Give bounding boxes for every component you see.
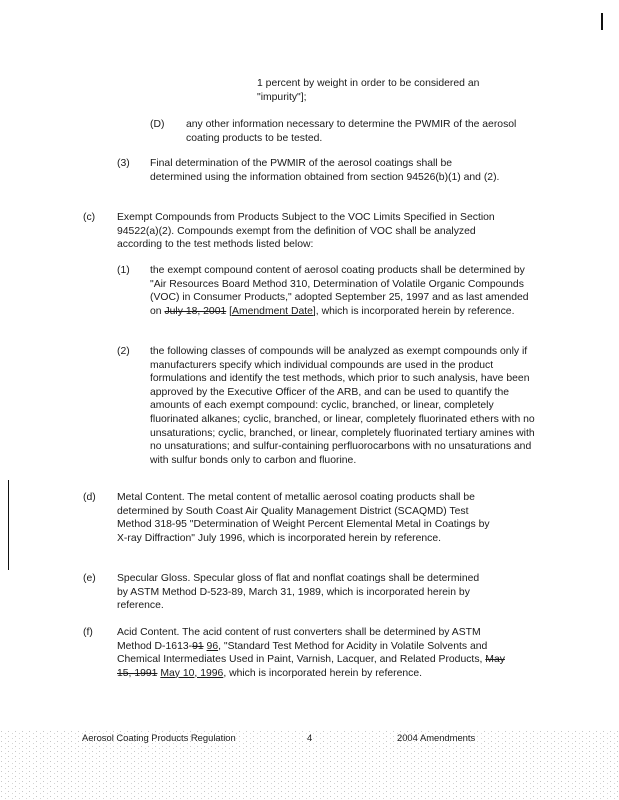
footer-left: Aerosol Coating Products Regulation (82, 732, 236, 743)
section-f-text: Acid Content. The acid content of rust converters shall be determined by ASTM Method D-1613-91 96, "Standard Test Method for Acidity in Volatile Solvents and Chemical Intermediates Used in Paint, Varnish, Lacquer, and Related Products, May 15, 1991 May 10, 1996, which is incorporated herein by reference. (117, 627, 505, 679)
section-c-text: Exempt Compounds from Products Subject to the VOC Limits Specified in Section 94522(a)(2). Compounds exempt from the definition of VOC shall be analyzed according to the test methods listed below: (117, 212, 495, 251)
revision-bar-left (8, 480, 9, 570)
section-d-label: (d) (83, 492, 96, 503)
item-d-text: any other information necessary to determine the PWMIR of the aerosol coating products to be tested. (186, 119, 517, 144)
deleted-text: May 15, 1991 (117, 654, 505, 679)
inserted-text: May 10, 1996 (160, 667, 224, 679)
section-d-text: Metal Content. The metal content of metallic aerosol coating products shall be determined by South Coast Air Quality Management District (SCAQMD) Test Method 318-95 "Determination of Weight Percent Elemental Metal in Coatings by X-ray Diffraction" July 1996, which is incorporated herein by reference. (117, 492, 490, 544)
inserted-text: 96 (206, 640, 219, 652)
deleted-text: 91 (192, 640, 204, 652)
section-e-text: Specular Gloss. Specular gloss of flat and nonflat coatings shall be determined by ASTM Method D-523-89, March 31, 1989, which is incorporated herein by reference. (117, 573, 480, 612)
inserted-text: [Amendment Date] (229, 305, 316, 317)
section-c-1-text: the exempt compound content of aerosol coating products shall be determined by "Air Resources Board Method 310, Determination of Volatile Organic Compounds (VOC) in Consumer Products," adopted September 25, 1997 and as last amended on July 18, 2001 [Amendment Date], which is incorporated herein by reference. (150, 265, 529, 317)
section-c-2-text: the following classes of compounds will be analyzed as exempt compounds only if manufacturers specify which individual compounds are used in the product formulations and identify the test methods, which prior to such analysis, have been approved by the Executive Officer of the ARB, and can be used to quantify the amounts of each exempt compound: cyclic, branched, or linear, completely fluorinated alkanes; cyclic, branched, or linear, completely fluorinated ethers with no unsaturations; cyclic, branched, or linear, completely fluorinated tertiary amines with no unsaturations; and sulfur-containing perfluorocarbons with no unsaturations and with sulfur bonds only to carbon and fluorine. (150, 346, 535, 466)
section-c-1-label: (1) (117, 265, 130, 276)
section-e-label: (e) (83, 573, 96, 584)
section-f-label: (f) (83, 627, 93, 638)
item-3-text: Final determination of the PWMIR of the aerosol coatings shall be determined using the information obtained from section 94526(b)(1) and (2). (150, 158, 500, 183)
item-d-label: (D) (150, 119, 165, 130)
revision-bar-top (601, 13, 603, 30)
item-3-label: (3) (117, 158, 130, 169)
section-c-label: (c) (83, 212, 96, 223)
deleted-text: July 18, 2001 (164, 305, 227, 317)
continuation-paragraph: 1 percent by weight in order to be considered an "impurity"]; (257, 78, 480, 103)
section-c-2-label: (2) (117, 346, 130, 357)
footer-right: 2004 Amendments (397, 732, 476, 743)
footer-page-number: 4 (307, 732, 313, 743)
